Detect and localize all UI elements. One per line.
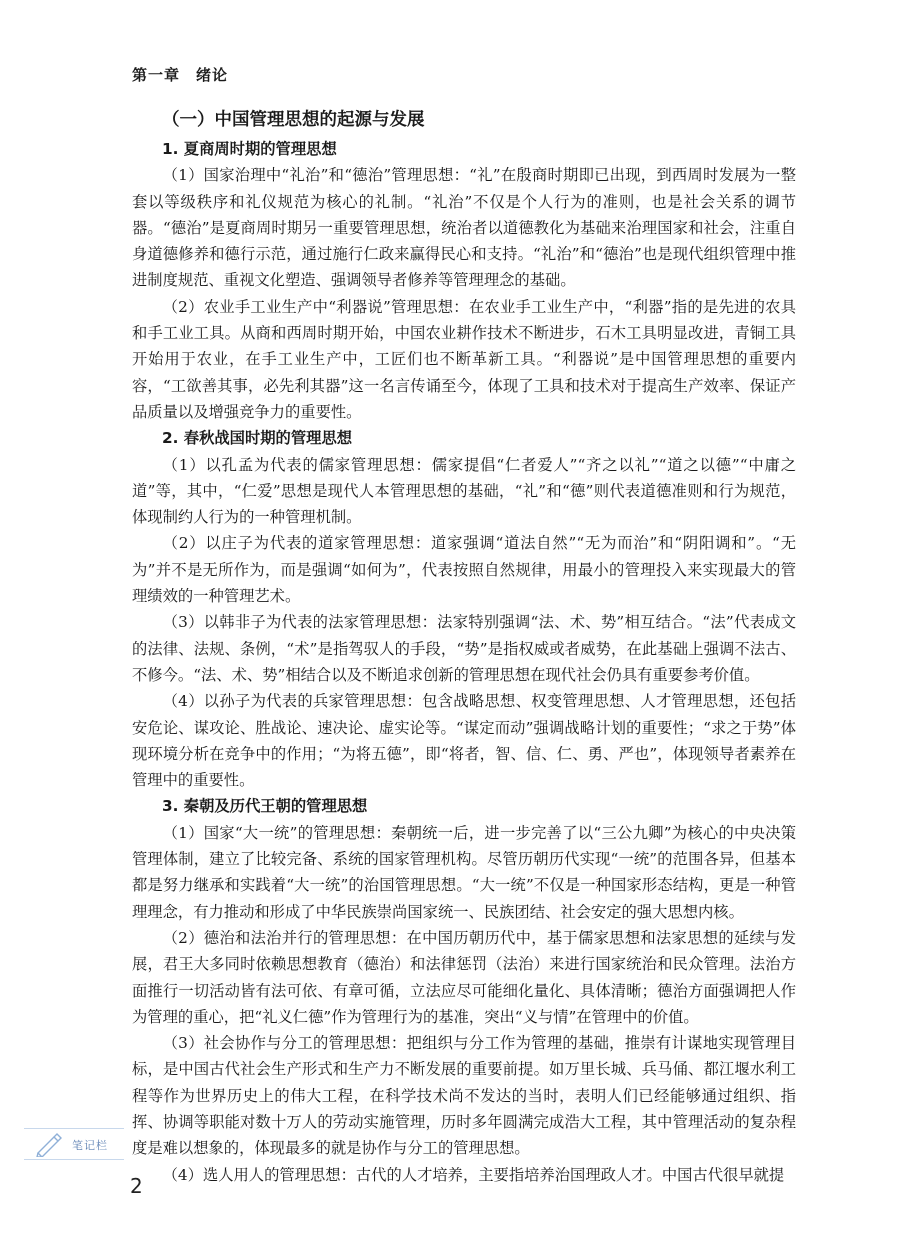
subsection-title-2: 2. 春秋战国时期的管理思想	[162, 429, 353, 448]
subsection-title-3: 3. 秦朝及历代王朝的管理思想	[162, 797, 368, 816]
running-head-chapter: 第一章 绪论	[132, 66, 229, 84]
paragraph: （3）社会协作与分工的管理思想：把组织与分工作为管理的基础，推崇有计谋地实现管理目标，是中国古代社会生产形式和生产力不断发展的重要前提。如万里长城、兵马俑、都江堰水利工程等作为世界历史上的伟大工程，在科学技术尚不发达的当时，表明人们已经能够通过组织、指挥、协调等职能对数十万人的劳动实施管理，历时多年圆满完成浩大工程，其中管理活动的复杂程度是难以想象的，体现最多的就是协作与分工的管理思想。	[132, 1034, 796, 1158]
page-number: 2	[130, 1174, 143, 1198]
notes-label: 笔记栏	[72, 1139, 108, 1152]
paragraph: （1）国家“大一统”的管理思想：秦朝统一后，进一步完善了以“三公九卿”为核心的中央决策管理体制，建立了比较完备、系统的国家管理机构。尽管历朝历代实现“一统”的范围各异，但基本都是努力继承和实践着“大一统”的治国管理思想。“大一统”不仅是一种国家形态结构，更是一种管理理念，有力推动和形成了中华民族崇尚国家统一、民族团结、社会安定的强大思想内核。	[132, 823, 796, 921]
paragraph: （4）选人用人的管理思想：古代的人才培养，主要指培养治国理政人才。中国古代很早就提	[162, 1165, 785, 1184]
paragraph: （1）以孔孟为代表的儒家管理思想：儒家提倡“仁者爱人”“齐之以礼”“道之以德”“中庸之道”等，其中，“仁爱”思想是现代人本管理思想的基础，“礼”和“德”则代表道德准则和行为规范，体现制约人行为的一种管理机制。	[132, 455, 796, 527]
paragraph: （1）国家治理中“礼治”和“德治”管理思想：“礼”在殷商时期即已出现，到西周时发展为一整套以等级秩序和礼仪规范为核心的礼制。“礼治”不仅是个人行为的准则，也是社会关系的调节器。“德治”是夏商周时期另一重要管理思想，统治者以道德教化为基础来治理国家和社会，注重自身道德修养和德行示范，通过施行仁政来赢得民心和支持。“礼治”和“德治”也是现代组织管理中推进制度规范、重视文化塑造、强调领导者修养等管理理念的基础。	[132, 166, 796, 290]
paragraph: （2）农业手工业生产中“利器说”管理思想：在农业手工业生产中，“利器”指的是先进的农具和手工业工具。从商和西周时期开始，中国农业耕作技术不断进步，石木工具明显改进，青铜工具开始用于农业，在手工业生产中，工匠们也不断革新工具。“利器说”是中国管理思想的重要内容，“工欲善其事，必先利其器”这一名言传诵至今，体现了工具和技术对于提高生产效率、保证产品质量以及增强竞争力的重要性。	[132, 297, 796, 421]
paragraph: （3）以韩非子为代表的法家管理思想：法家特别强调“法、术、势”相互结合。“法”代表成文的法律、法规、条例，“术”是指驾驭人的手段，“势”是指权威或者威势，在此基础上强调不法古、不修今。“法、术、势”相结合以及不断追求创新的管理思想在现代社会仍具有重要参考价值。	[132, 613, 796, 684]
pencil-icon	[34, 1131, 64, 1161]
page-body	[132, 104, 796, 1188]
subsection-title-1: 1. 夏商周时期的管理思想	[162, 140, 337, 158]
section-title: （一）中国管理思想的起源与发展	[162, 110, 425, 130]
notes-column-marker	[24, 1128, 124, 1160]
paragraph: （2）以庄子为代表的道家管理思想：道家强调“道法自然”“无为而治”和“阴阳调和”。“无为”并不是无所作为，而是强调“如何为”，代表按照自然规律，用最小的管理投入来实现最大的管理绩效的一种管理艺术。	[132, 534, 796, 606]
paragraph: （4）以孙子为代表的兵家管理思想：包含战略思想、权变管理思想、人才管理思想，还包括安危论、谋攻论、胜战论、速决论、虚实论等。“谋定而动”强调战略计划的重要性；“求之于势”体现环境分析在竞争中的作用；“为将五德”，即“将者，智、信、仁、勇、严也”，体现领导者素养在管理中的重要性。	[132, 692, 796, 790]
paragraph: （2）德治和法治并行的管理思想：在中国历朝历代中，基于儒家思想和法家思想的延续与发展，君王大多同时依赖思想教育（德治）和法律惩罚（法治）来进行国家统治和民众管理。法治方面推行一切活动皆有法可依、有章可循，立法应尽可能细化量化、具体清晰；德治方面强调把人作为管理的重心，把“礼义仁德”作为管理行为的基准，突出“义与情”在管理中的价值。	[132, 928, 796, 1026]
